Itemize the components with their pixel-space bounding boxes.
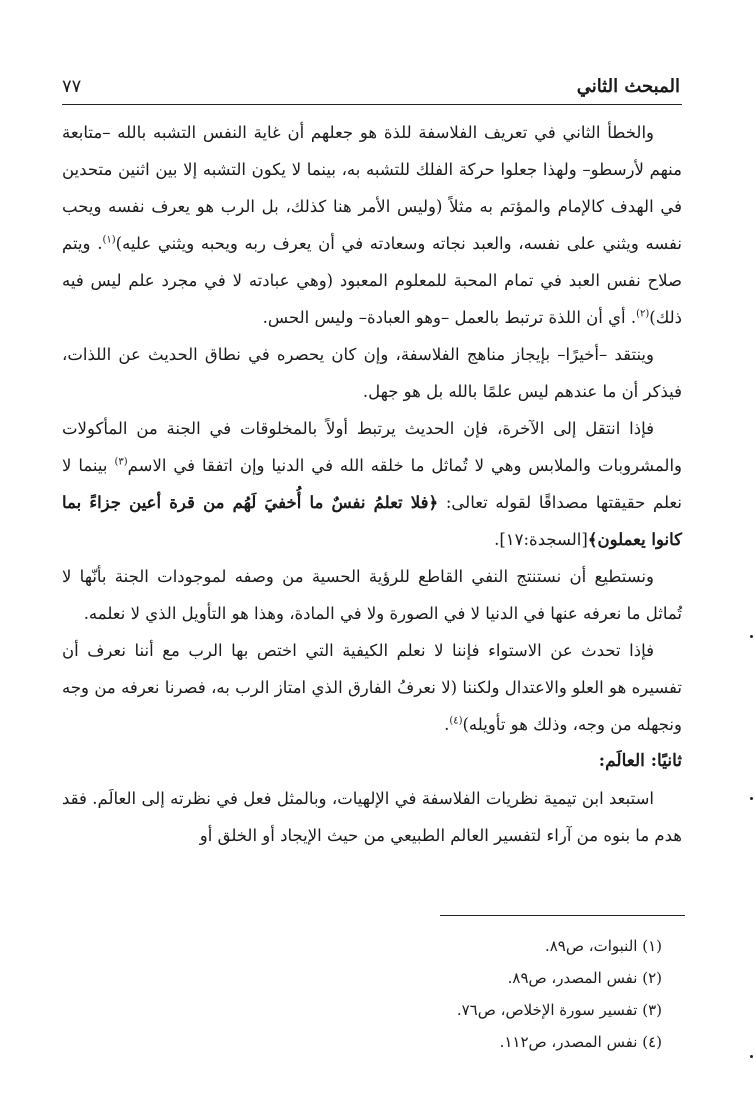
margin-mark [750, 1055, 753, 1058]
chapter-title: المبحث الثاني [576, 76, 680, 97]
verse-citation: [السجدة:١٧]. [494, 530, 588, 549]
footnotes [62, 930, 682, 1058]
footnote-divider [440, 915, 685, 916]
footnote-3: (٣) تفسير سورة الإخلاص، ص٧٦. [456, 1001, 662, 1019]
footnote-4: (٤) نفس المصدر، ص١١٢. [499, 1033, 662, 1051]
main-text [62, 114, 682, 854]
paragraph-4: ونستطيع أن نستنتج النفي القاطع للرؤية الحسية من وصفه لموجودات الجنة بأنّها لا تُماثل ما نعرفه عنها في الدنيا لا في الصورة ولا في المادة، وهذا هو التأويل الذي لا نعلمه. [62, 567, 682, 623]
header-divider [62, 104, 682, 105]
page-number: ٧٧ [62, 76, 82, 97]
margin-mark [750, 635, 753, 638]
paragraph-3: فإذا انتقل إلى الآخرة، فإن الحديث يرتبط أولاً بالمخلوقات في الجنة من المأكولات والمشروبات والملابس وهي لا تُماثل ما خلقه الله في الدنيا وإن اتفقا في الاسم$^{(٣)}$ بينما لا نعلم حقيقتها مصداقًا لقوله تعالى: ﴿فلا تعلمُ نفسٌ ما أُخفيَ لَهُم من قرة أعين جزاءً بما كانوا يعملون﴾[السجدة:١٧]. [62, 419, 682, 549]
paragraph-2: وينتقد –أخيرًا– بإيجاز مناهج الفلاسفة، وإن كان يحصره في نطاق الحديث عن اللذات، فيذكر أن ما عندهم ليس علمًا بالله بل هو جهل. [62, 345, 682, 401]
footnote-ref-1: (١) [102, 234, 116, 246]
footnote-2: (٢) نفس المصدر، ص٨٩. [507, 969, 662, 987]
quran-verse: ﴿فلا تعلمُ نفسٌ ما أُخفيَ لَهُم من قرة أعين جزاءً بما كانوا يعملون﴾ [62, 493, 682, 549]
margin-mark [750, 797, 753, 800]
paragraph-5: فإذا تحدث عن الاستواء فإننا لا نعلم الكيفية التي اختص بها الرب مع أننا نعرف أن تفسيره هو العلو والاعتدال ولكننا (لا نعرفُ الفارق الذي امتاز الرب به، فصرنا نعرفه من وجه ونجهله من وجه، وذلك هو تأويله)$^{(٤)}$. [62, 641, 682, 734]
section-heading: ثانيًا: العالَم: [598, 751, 682, 771]
footnote-ref-4: (٤) [449, 715, 463, 727]
paragraph-1: والخطأ الثاني في تعريف الفلاسفة للذة هو جعلهم أن غاية النفس التشبه بالله –متابعة منهم لأرسطو– ولهذا جعلوا حركة الفلك للتشبه به، بينما لا يكون التشبه إلا بين اثنين متحدين في الهدف كالإمام والمؤتم به مثلاً (وليس الأمر هنا كذلك، بل الرب هو يعرف نفسه ويحب نفسه ويثني على نفسه، والعبد نجاته وسعادته في أن يعرف ربه ويحبه ويثني عليه)$^{(١)}$. ويتم صلاح نفس العبد في تمام المحبة للمعلوم المعبود (وهي عبادته لا في مجرد علم ليس فيه ذلك)$^{(٢)}$. أي أن اللذة ترتبط بالعمل –وهو العبادة– وليس الحس. [62, 123, 682, 327]
paragraph-6: استبعد ابن تيمية نظريات الفلاسفة في الإلهيات، وبالمثل فعل في نظرته إلى العالَم. فقد هدم ما بنوه من آراء لتفسير العالم الطبيعي من حيث الإيجاد أو الخلق أو [62, 789, 682, 845]
page-header [62, 76, 680, 104]
footnote-1: (١) النبوات، ص٨٩. [544, 937, 662, 955]
footnote-ref-3: (٣) [114, 456, 128, 468]
footnote-ref-2: (٢) [636, 308, 650, 320]
